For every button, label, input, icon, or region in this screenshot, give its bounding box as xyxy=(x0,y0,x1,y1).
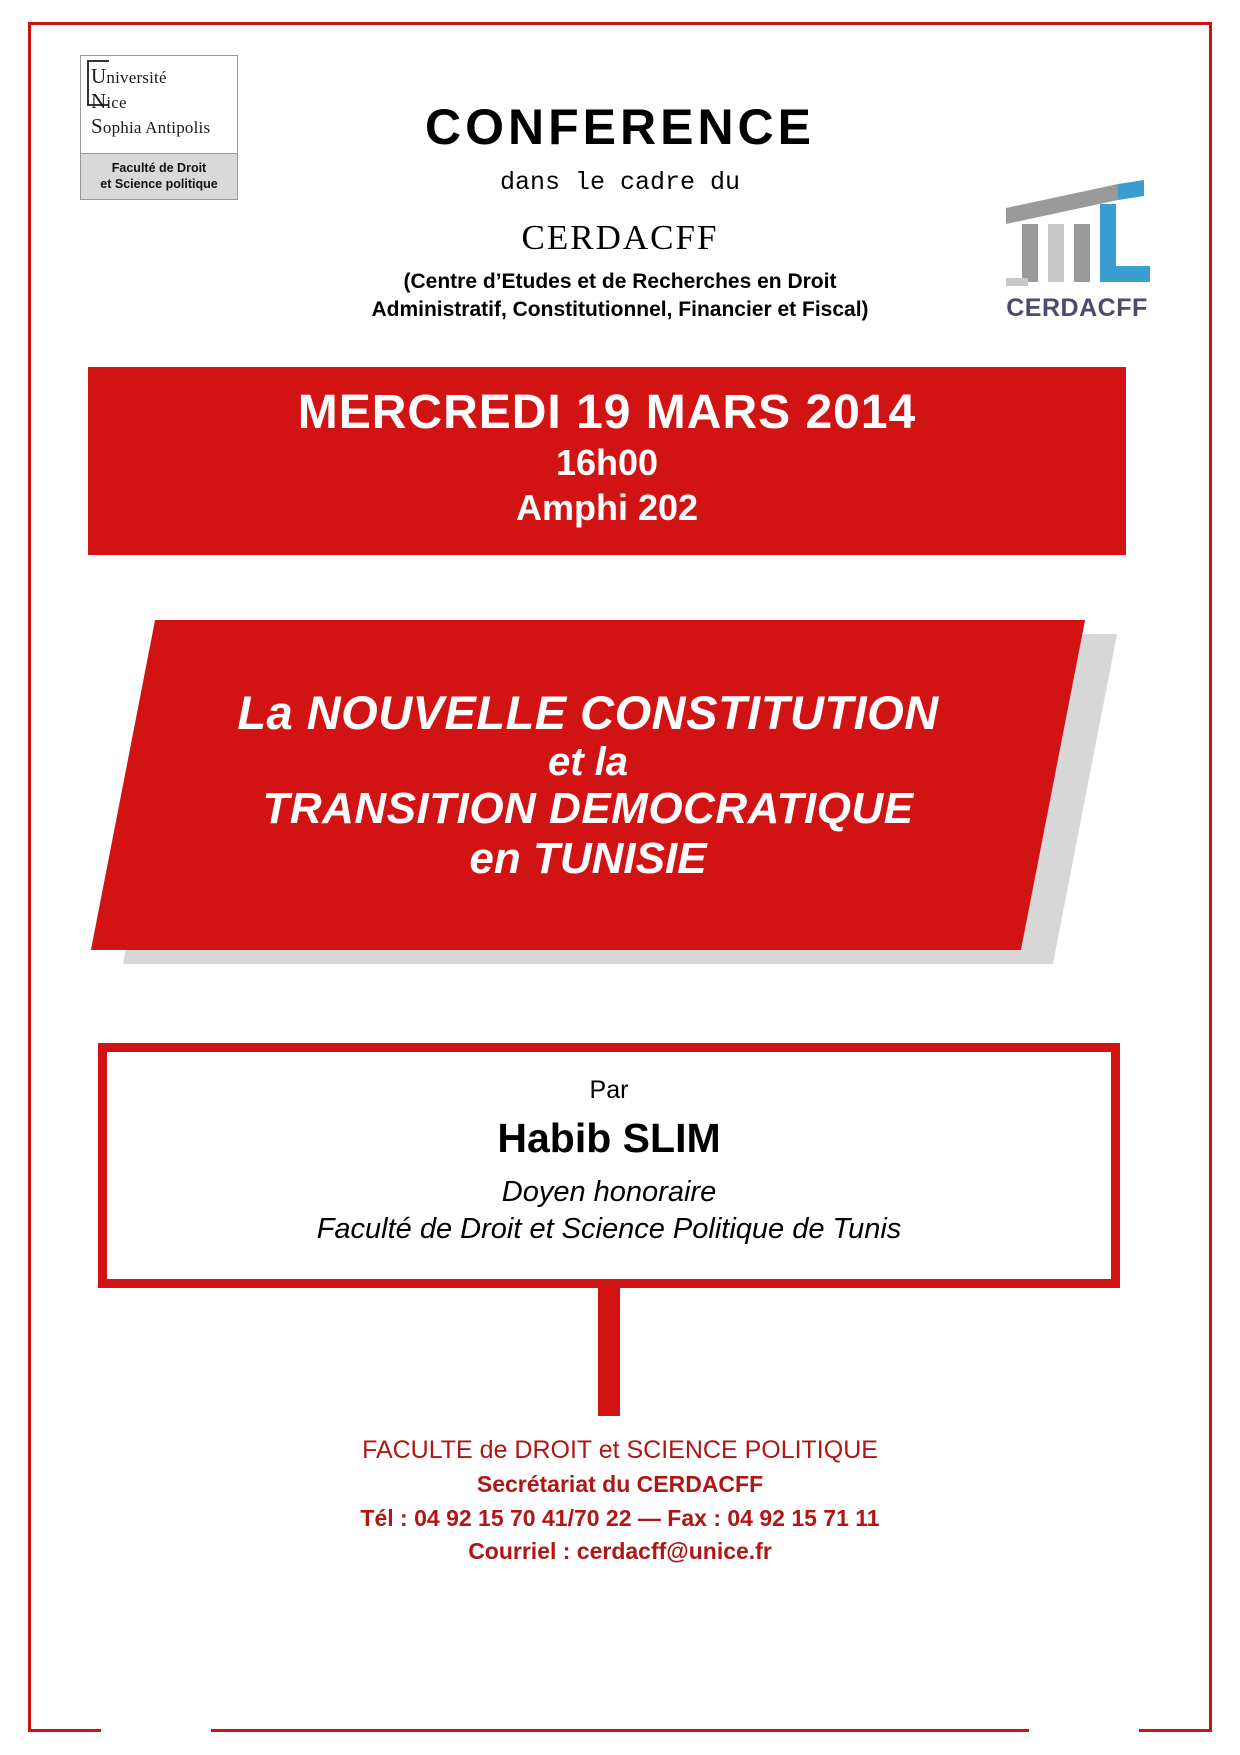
university-logo-line-2-rest: ice xyxy=(106,92,127,112)
university-logo-line-3-rest: ophia Antipolis xyxy=(102,117,211,137)
footer xyxy=(0,1432,1240,1568)
cerdacff-acronym: CERDACFF xyxy=(521,218,719,257)
speaker-box xyxy=(98,1043,1120,1288)
faculty-label-line-2: et Science politique xyxy=(100,176,218,191)
main-title-line-4: en TUNISIE xyxy=(469,833,707,883)
border-gap-right xyxy=(1029,1725,1139,1733)
border-gap-left xyxy=(101,1725,211,1733)
university-logo-line-1-rest: niversité xyxy=(106,68,167,87)
main-title-block xyxy=(85,612,1145,982)
speaker-by-label: Par xyxy=(589,1076,629,1104)
event-date: MERCREDI 19 MARS 2014 xyxy=(297,386,917,439)
main-title-line-1: La NOUVELLE CONSTITUTION xyxy=(237,686,939,740)
speaker-role: Doyen honoraire xyxy=(501,1175,717,1208)
footer-secretariat: Secrétariat du CERDACFF xyxy=(476,1471,764,1498)
speaker-affiliation: Faculté de Droit et Science Politique de Tunis xyxy=(316,1213,902,1246)
date-banner xyxy=(88,367,1126,555)
footer-phone-fax: Tél : 04 92 15 70 41/70 22 — Fax : 04 92 15 71 11 xyxy=(360,1504,880,1531)
event-time: 16h00 xyxy=(555,442,659,484)
footer-email: Courriel : cerdacff@unice.fr xyxy=(468,1537,772,1564)
university-logo-line-2-cap: N xyxy=(91,88,107,113)
event-room: Amphi 202 xyxy=(515,487,699,529)
main-title-line-3: TRANSITION DEMOCRATIQUE xyxy=(262,784,914,834)
cerdacff-expansion xyxy=(0,268,1240,325)
university-logo-line-1-cap: U xyxy=(91,64,107,88)
conference-subtitle: dans le cadre du xyxy=(499,168,741,197)
cerdacff-logo-wordmark: CERDACFF xyxy=(1006,294,1148,322)
cerdacff-expansion-line-1: (Centre d’Etudes et de Recherches en Droit xyxy=(403,270,837,293)
main-title-line-2: et la xyxy=(547,739,629,784)
cerdacff-expansion-line-2: Administratif, Constitutionnel, Financier et Fiscal) xyxy=(371,298,869,322)
decorative-stem xyxy=(598,1288,620,1416)
university-logo-line-3-cap: S xyxy=(91,113,103,138)
university-logo-line-1 xyxy=(91,64,231,89)
page-title: CONFERENCE xyxy=(424,99,816,155)
faculty-label-line-1: Faculté de Droit xyxy=(111,160,207,175)
footer-faculty: FACULTE de DROIT et SCIENCE POLITIQUE xyxy=(362,1436,878,1464)
speaker-name: Habib SLIM xyxy=(497,1114,721,1161)
main-title-text xyxy=(123,620,1053,950)
